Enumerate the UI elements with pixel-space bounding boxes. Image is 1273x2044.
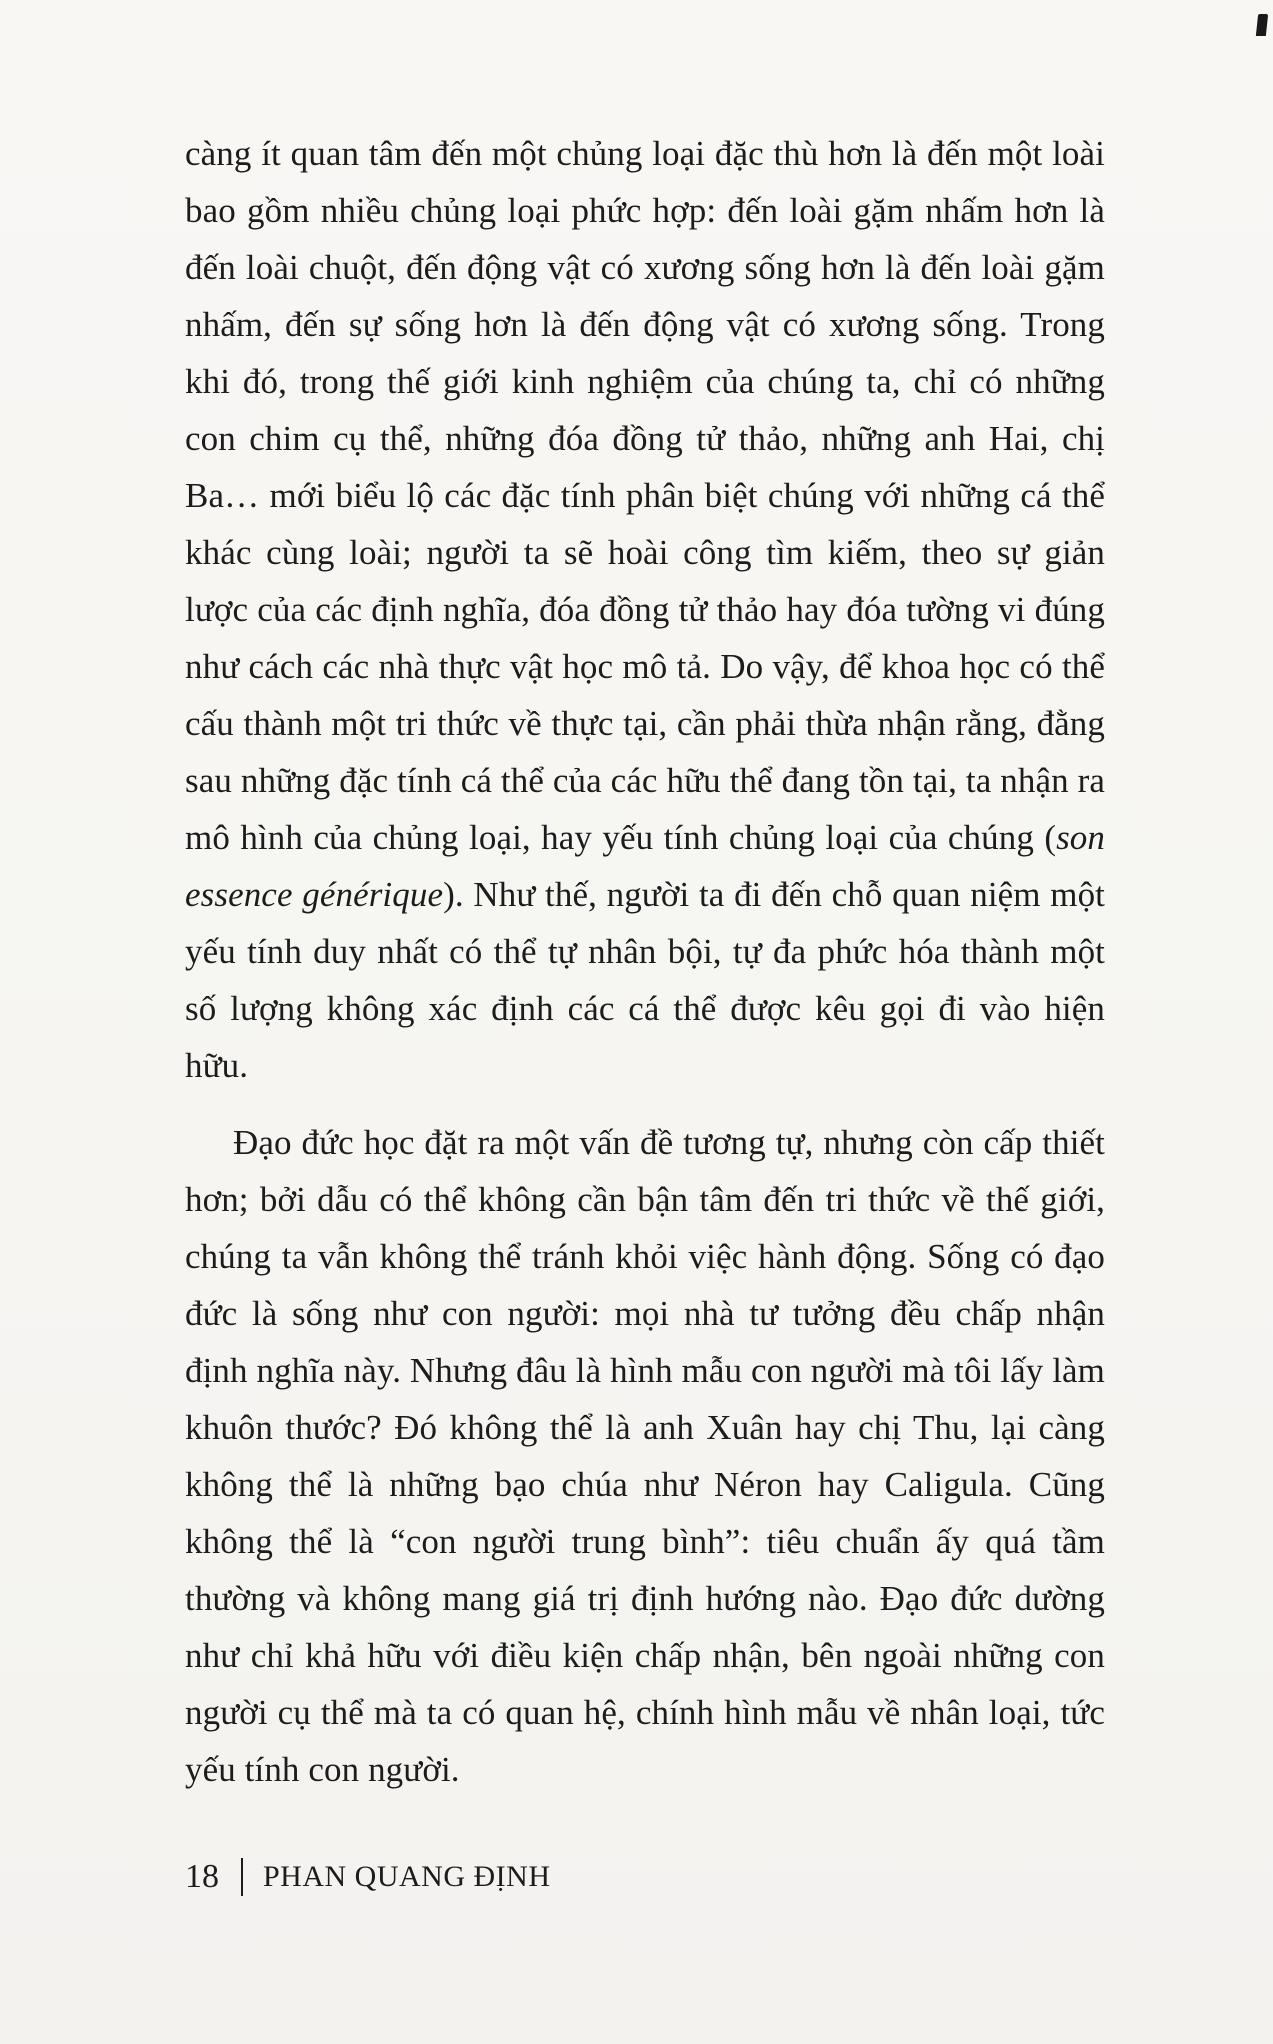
footer-separator [241,1858,243,1896]
paragraph-2: Đạo đức học đặt ra một vấn đề tương tự, nhưng còn cấp thiết hơn; bởi dẫu có thể không cần bận tâm đến tri thức về thế giới, chúng ta vẫn không thể tránh khỏi việc hành động. Sống có đạo đức là sống như con người: mọi nhà tư tưởng đều chấp nhận định nghĩa này. Nhưng đâu là hình mẫu con người mà tôi lấy làm khuôn thước? Đó không thể là anh Xuân hay chị Thu, lại càng không thể là những bạo chúa như Néron hay Caligula. Cũng không thể là “con người trung bình”: tiêu chuẩn ấy quá tầm thường và không mang giá trị định hướng nào. Đạo đức dường như chỉ khả hữu với điều kiện chấp nhận, bên ngoài những con người cụ thể mà ta có quan hệ, chính hình mẫu về nhân loại, tức yếu tính con người. [185,1123,1105,1789]
page-footer [185,1852,551,1902]
body-text [185,125,1105,1798]
author-name: PHAN QUANG ĐỊNH [263,1860,551,1893]
page-number: 18 [185,1858,219,1895]
corner-mark [1256,14,1268,36]
paragraph-1-italic-phrase: son essence générique [185,818,1105,914]
paragraph-1-text-b: ). Như thế, người ta đi đến chỗ quan niệm một yếu tính duy nhất có thể tự nhân bội, tự đa phức hóa thành một số lượng không xác định các cá thể được kêu gọi đi vào hiện hữu. [185,875,1105,1085]
paragraph-1 [185,125,1105,1094]
paragraph-1-text-a: càng ít quan tâm đến một chủng loại đặc thù hơn là đến một loài bao gồm nhiều chủng loại phức hợp: đến loài gặm nhấm hơn là đến loài chuột, đến động vật có xương sống hơn là đến loài gặm nhấm, đến sự sống hơn là đến động vật có xương sống. Trong khi đó, trong thế giới kinh nghiệm của chúng ta, chỉ có những con chim cụ thể, những đóa đồng tử thảo, những anh Hai, chị Ba… mới biểu lộ các đặc tính phân biệt chúng với những cá thể khác cùng loài; người ta sẽ hoài công tìm kiếm, theo sự giản lược của các định nghĩa, đóa đồng tử thảo hay đóa tường vi đúng như cách các nhà thực vật học mô tả. Do vậy, để khoa học có thể cấu thành một tri thức về thực tại, cần phải thừa nhận rằng, đằng sau những đặc tính cá thể của các hữu thể đang tồn tại, ta nhận ra mô hình của chủng loại, hay yếu tính chủng loại của chúng ( [185,134,1105,857]
